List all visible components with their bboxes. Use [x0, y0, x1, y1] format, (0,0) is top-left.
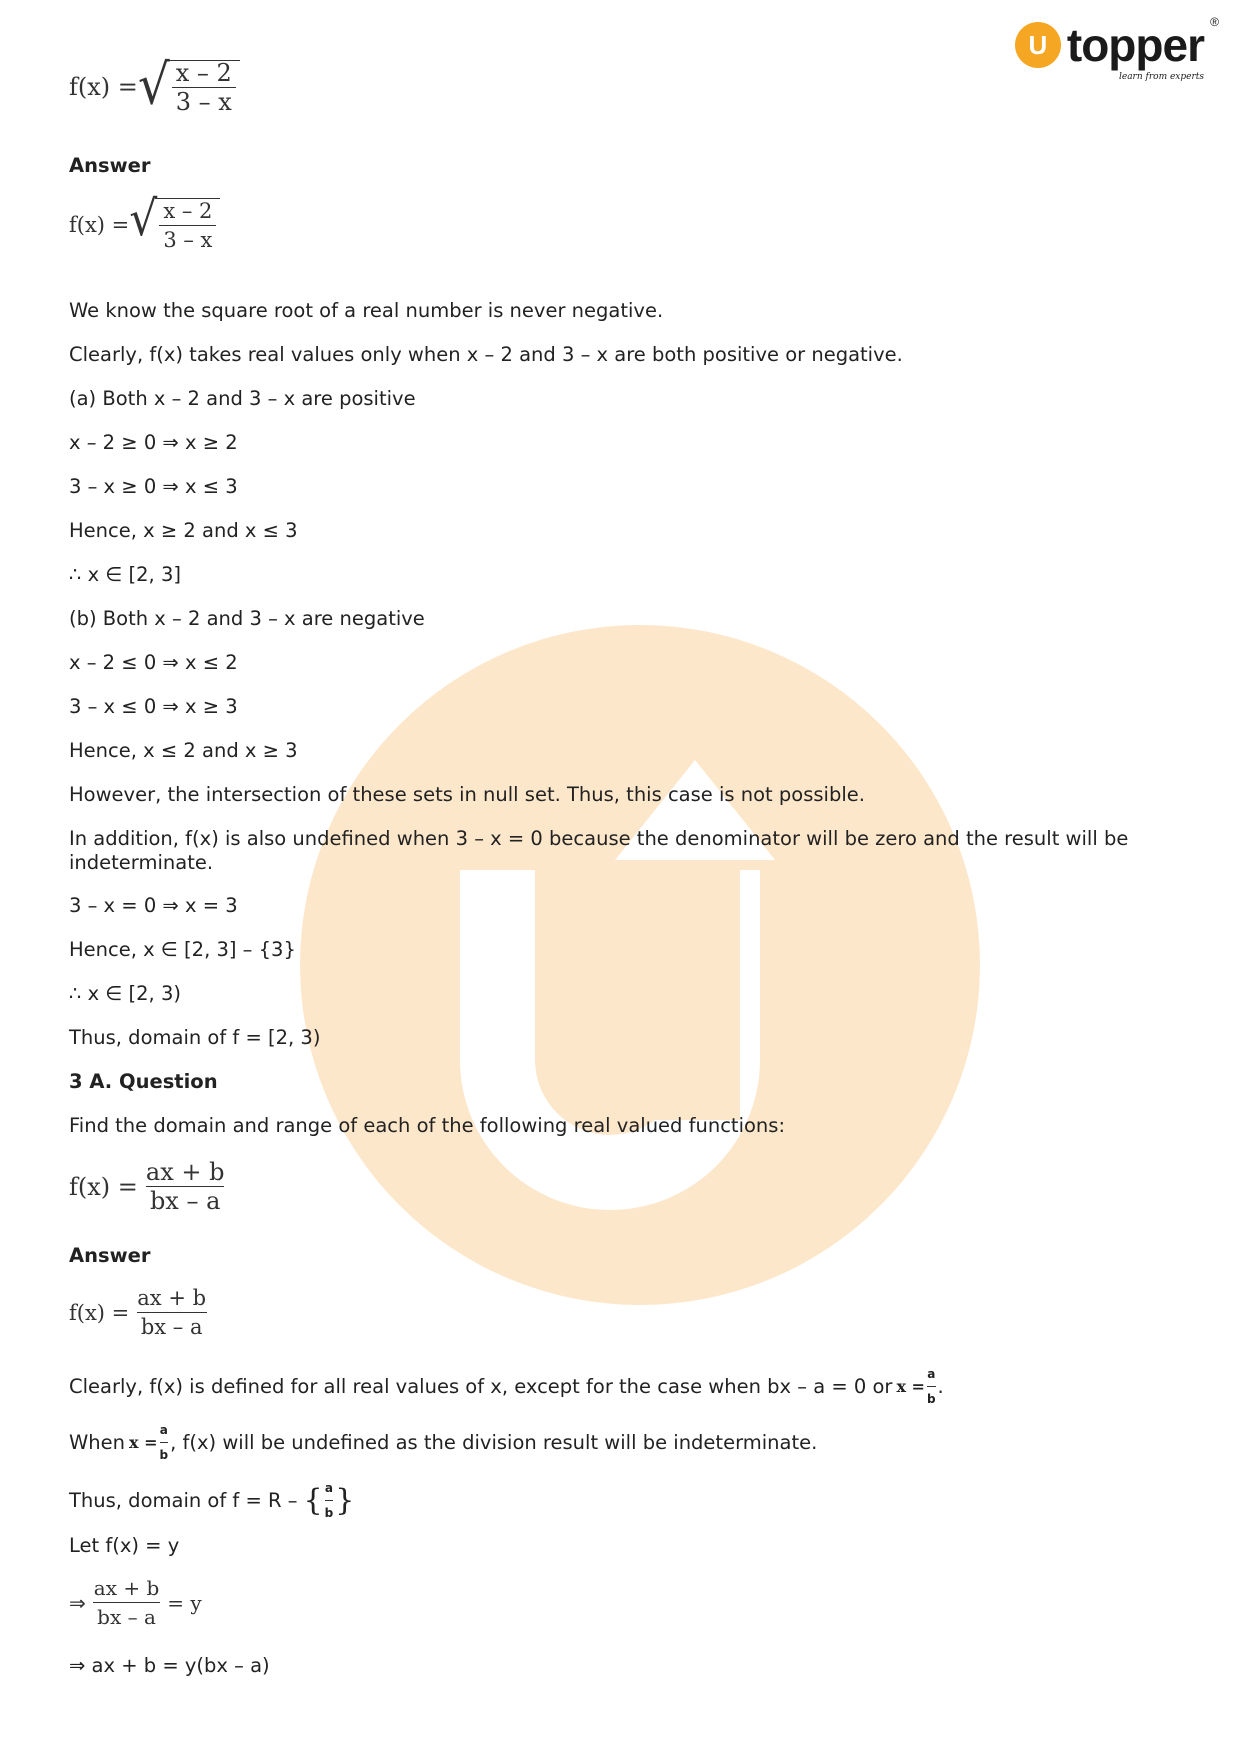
text-line: ∴ x ∈ [2, 3) — [69, 982, 181, 1005]
frac-num: a — [927, 1367, 936, 1381]
eq4-lhs: f(x) = — [69, 1300, 130, 1325]
clearly-line — [69, 1362, 944, 1411]
text-line: Hence, x ∈ [2, 3] – {3} — [69, 938, 296, 961]
text-line: x – 2 ≤ 0 ⇒ x ≤ 2 — [69, 651, 238, 674]
implies-numerator: ax + b — [93, 1576, 160, 1600]
eq1-denominator: 3 – x — [172, 87, 236, 114]
implies-fraction — [90, 1576, 163, 1629]
a-over-b-fraction — [325, 1476, 334, 1525]
clearly-text: Clearly, f(x) is defined for all real values of x, except for the case when bx – a = 0 or — [69, 1374, 893, 1398]
right-brace: } — [335, 1482, 355, 1518]
logo-wordmark: topper — [1066, 19, 1204, 71]
left-brace: { — [303, 1482, 323, 1518]
logo-u-icon: U — [1015, 22, 1061, 68]
text-line: Hence, x ≥ 2 and x ≤ 3 — [69, 519, 298, 542]
eq1-lhs: f(x) = — [69, 73, 138, 101]
eq2-lhs: f(x) = — [69, 213, 130, 237]
x-equals: x = — [896, 1376, 925, 1396]
logo-registered-mark: ® — [1210, 15, 1218, 29]
equation-f-fraction-answer — [69, 1286, 214, 1339]
frac-num: a — [324, 1481, 333, 1495]
text-line: Thus, domain of f = [2, 3) — [69, 1026, 321, 1049]
text-line: However, the intersection of these sets in null set. Thus, this case is not possible. — [69, 783, 865, 806]
eq3-numerator: ax + b — [145, 1158, 225, 1186]
when-post-text: , f(x) will be undefined as the division result will be indeterminate. — [170, 1430, 818, 1454]
eq2-fraction — [159, 199, 216, 252]
eq4-denominator: bx – a — [137, 1312, 207, 1339]
text-line: Hence, x ≤ 2 and x ≥ 3 — [69, 739, 298, 762]
topper-logo — [1015, 15, 1218, 82]
answer-heading-2: Answer — [69, 1244, 151, 1267]
logo-text — [1066, 15, 1218, 82]
text-line: ∴ x ∈ [2, 3] — [69, 563, 181, 586]
period: . — [937, 1374, 944, 1398]
frac-num: a — [159, 1423, 168, 1437]
domain-text: Thus, domain of f = R – — [69, 1488, 298, 1512]
equation-f-sqrt-question — [69, 52, 240, 117]
frac-den: b — [325, 1500, 334, 1525]
when-text: When — [69, 1430, 125, 1454]
implies-rhs: = y — [167, 1590, 202, 1615]
eq2-numerator: x – 2 — [163, 199, 213, 223]
a-over-b-fraction — [927, 1362, 936, 1411]
text-line: 3 – x ≥ 0 ⇒ x ≤ 3 — [69, 475, 238, 498]
text-line: 3 – x ≤ 0 ⇒ x ≥ 3 — [69, 695, 238, 718]
frac-den: b — [927, 1386, 936, 1411]
eq1-fraction — [172, 61, 236, 114]
eq4-numerator: ax + b — [137, 1286, 207, 1310]
text-line: (b) Both x – 2 and 3 – x are negative — [69, 607, 425, 630]
last-line: ⇒ ax + b = y(bx – a) — [69, 1654, 270, 1677]
a-over-b-fraction — [160, 1418, 169, 1467]
when-line — [69, 1418, 817, 1467]
implies-arrow: ⇒ — [69, 1590, 86, 1615]
eq3-denominator: bx – a — [146, 1186, 224, 1213]
question-heading: 3 A. Question — [69, 1070, 218, 1093]
domain-line — [69, 1476, 354, 1525]
sqrt-sign: √ $\frac{x - 2}{3 - x}$ — [138, 60, 240, 114]
watermark-arrow-stem — [650, 860, 740, 1120]
text-line: Clearly, f(x) takes real values only when x – 2 and 3 – x are both positive or negative. — [69, 343, 903, 366]
equation-f-sqrt-answer — [69, 190, 220, 252]
text-line: We know the square root of a real number is never negative. — [69, 299, 664, 322]
eq4-fraction — [133, 1286, 210, 1339]
eq1-numerator: x – 2 — [175, 59, 232, 87]
let-line: Let f(x) = y — [69, 1534, 180, 1557]
text-line: x – 2 ≥ 0 ⇒ x ≥ 2 — [69, 431, 238, 454]
eq2-denominator: 3 – x — [159, 225, 216, 252]
equation-f-fraction-question — [69, 1160, 232, 1213]
logo-tagline: learn from experts — [1118, 72, 1204, 82]
sqrt-sign: √ $\frac{x - 2}{3 - x}$ — [129, 198, 220, 252]
text-line: 3 – x = 0 ⇒ x = 3 — [69, 894, 238, 917]
question-text: Find the domain and range of each of the following real valued functions: — [69, 1114, 786, 1137]
eq3-fraction — [142, 1160, 229, 1213]
eq3-lhs: f(x) = — [69, 1172, 138, 1201]
frac-den: b — [160, 1442, 169, 1467]
implies-equation — [69, 1576, 202, 1629]
answer-heading: Answer — [69, 154, 151, 177]
x-equals: x = — [129, 1432, 158, 1452]
implies-denominator: bx – a — [93, 1602, 160, 1629]
text-line: (a) Both x – 2 and 3 – x are positive — [69, 387, 416, 410]
text-paragraph: In addition, f(x) is also undefined when 3 – x = 0 because the denominator will be zero and the result will be indeterminate. — [69, 827, 1129, 874]
